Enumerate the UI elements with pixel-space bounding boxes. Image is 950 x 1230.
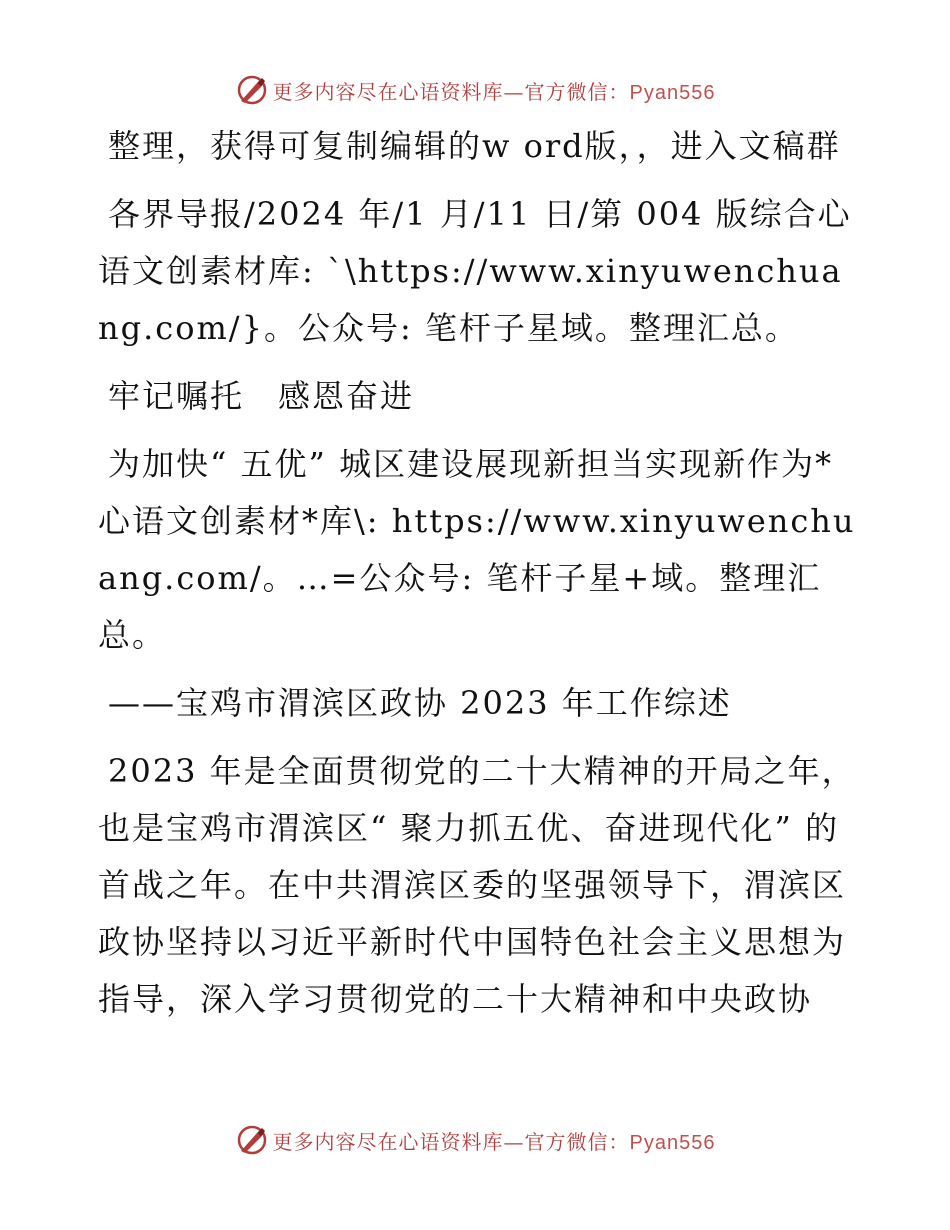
header-text <box>273 76 716 105</box>
document-body <box>98 118 858 1039</box>
header-official: 官方微信： <box>524 79 630 104</box>
paragraph-1: 整理，获得可复制编辑的w ord版，，进入文稿群 <box>108 127 841 165</box>
paragraph-body: 2023 年是全面贯彻党的二十大精神的开局之年，也是宝鸡市渭滨区“ 聚力抓五优、奋进现代化” 的首战之年。在中共渭滨区委的坚强领导下，渭滨区政协坚持以习近平新时代中国特色社会主义思想为指导，深入学习贯彻党的二十大精神和中央政协 <box>98 752 856 1018</box>
pen-logo-icon <box>235 73 269 107</box>
footer-official: 官方微信： <box>524 1129 630 1154</box>
header-banner <box>0 70 950 110</box>
footer-dash: — <box>503 1129 525 1154</box>
paragraph-headline: 为加快“ 五优” 城区建设展现新担当实现新作为*心语文创素材*库\: https://www.xinyuwenchuang.com/。…=公众号: 笔杆子星+域。整理汇总。 <box>98 445 856 654</box>
paragraph-2: 各界导报/2024 年/1 月/11 日/第 004 版综合心语文创素材库: `\https://www.xinyuwenchuang.com/}。公众号: 笔杆子星域。整理汇总。 <box>98 195 852 347</box>
paragraph-subtitle: ——宝鸡市渭滨区政协 2023 年工作综述 <box>108 684 732 722</box>
header-slogan: 更多内容尽在心语资料库 <box>272 79 504 104</box>
footer-slogan: 更多内容尽在心语资料库 <box>272 1129 504 1154</box>
section-title: 牢记嘱托 感恩奋进 <box>108 377 415 415</box>
header-dash: — <box>503 79 525 104</box>
footer-wechat-id: Pyan556 <box>629 1131 716 1154</box>
footer-banner <box>0 1120 950 1160</box>
header-wechat-id: Pyan556 <box>629 81 716 104</box>
pen-logo-icon <box>235 1123 269 1157</box>
footer-text <box>273 1126 716 1155</box>
